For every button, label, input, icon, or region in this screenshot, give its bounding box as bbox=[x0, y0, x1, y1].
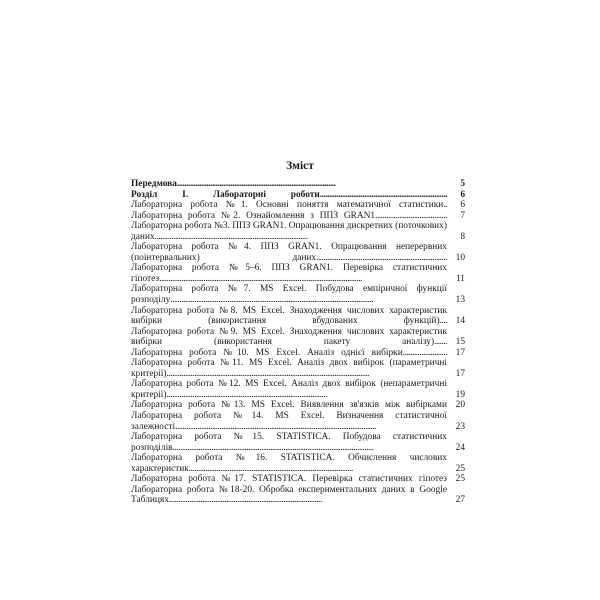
toc-entry-text bbox=[131, 474, 447, 485]
toc-entry-page: 24 bbox=[455, 442, 465, 453]
toc-entry-text bbox=[131, 411, 447, 432]
toc-entry-page: 13 bbox=[455, 295, 465, 306]
toc-entry-leader: ...................................................................................... bbox=[176, 179, 336, 189]
toc-entry-title: Лабораторна робота №17. STATISTICA. Перевірка статистичних гіпотез bbox=[131, 474, 447, 485]
toc-entry-text bbox=[131, 221, 447, 242]
toc-entry bbox=[131, 327, 465, 348]
toc-entry bbox=[131, 179, 465, 190]
toc-entry-leader: ..................................................................... bbox=[319, 189, 447, 200]
toc-entry-text bbox=[131, 263, 447, 284]
toc-entry bbox=[131, 432, 465, 453]
toc-entry-title: Лабораторна робота №2. Ознайомлення з ППЗ GRAN1 bbox=[131, 210, 376, 221]
toc-entry-title: Лабораторна робота №5–6. ППЗ GRAN1. Перевірка статистичних гіпотез bbox=[131, 263, 447, 284]
toc-entry-leader: ....................................................................................... bbox=[166, 389, 327, 400]
toc-entry bbox=[131, 284, 465, 305]
toc-entry-text bbox=[131, 200, 447, 211]
toc-entry-page: 25 bbox=[455, 474, 465, 485]
toc-entry-page: 11 bbox=[455, 273, 465, 284]
toc-entry-leader: .... bbox=[439, 316, 447, 327]
toc-entry-text bbox=[131, 379, 447, 400]
toc-entry-title: Лабораторна робота №3. ППЗ GRAN1. Опрацювання дискретних (поточкових) даних bbox=[131, 221, 447, 242]
toc-entry-text bbox=[131, 190, 447, 201]
toc-entry-title: Лабораторна робота №18-20. Обробка експериментальних даних в Google Таблицях bbox=[131, 484, 447, 506]
toc-entry-text bbox=[131, 327, 447, 348]
toc-entry-title: Лабораторна робота №15. STATISTICA. Побудова статистичних розподілів bbox=[131, 432, 447, 453]
toc-entry-leader: .. bbox=[443, 200, 447, 211]
toc-entry-title: Лабораторна робота №10. MS Excel. Аналіз однієї вибірки bbox=[131, 347, 403, 358]
toc-entry-leader: ............................................................................................................. bbox=[175, 421, 377, 432]
toc-entry-text bbox=[131, 242, 447, 263]
toc-entry-page: 17 bbox=[455, 347, 465, 358]
toc-entry-text bbox=[131, 179, 447, 190]
toc-entry-title: Лабораторна робота №7. MS Excel. Побудова емпіричної функції розподілу bbox=[131, 284, 447, 306]
toc-entry-page: 10 bbox=[455, 252, 465, 263]
toc-entry-title: Передмова bbox=[131, 179, 177, 189]
toc-entry-title: Лабораторна робота №14. MS Excel. Визначення статистичної залежності bbox=[131, 411, 447, 432]
toc-entry-page: 23 bbox=[455, 421, 465, 432]
toc-entry bbox=[131, 263, 465, 284]
toc-entry-leader: ....................................................................... bbox=[316, 252, 447, 263]
toc-entry bbox=[131, 358, 465, 379]
table-of-contents bbox=[131, 179, 465, 506]
toc-entry-text bbox=[131, 400, 447, 411]
toc-entry-text bbox=[131, 432, 447, 453]
toc-entry-text bbox=[131, 485, 447, 506]
toc-entry-leader: .............................................................................................................. bbox=[166, 368, 370, 379]
toc-entry-page: 8 bbox=[460, 231, 465, 242]
toc-entry-page: 6 bbox=[460, 200, 465, 211]
toc-entry bbox=[131, 221, 465, 242]
toc-entry-leader: .............................................................................................................. bbox=[170, 295, 374, 306]
toc-entry bbox=[131, 400, 465, 411]
toc-entry-leader: ......................................................................................... bbox=[188, 463, 353, 474]
toc-entry-title: Лабораторна робота №11. MS Excel. Аналіз двох вибірок (параметричні критерії) bbox=[131, 358, 447, 379]
toc-entry-page: 25 bbox=[455, 463, 465, 474]
toc-entry-text bbox=[131, 453, 447, 474]
toc-entry bbox=[131, 348, 465, 359]
toc-entry-title: Лабораторна робота №12. MS Excel. Аналіз двох вибірок (непараметричні критерії) bbox=[131, 379, 447, 400]
toc-entry bbox=[131, 411, 465, 432]
toc-entry bbox=[131, 474, 465, 485]
toc-entry-title: Лабораторна робота №9. MS Excel. Знаходження числових характеристик вибірки (використання пакету аналізу) bbox=[131, 326, 447, 348]
toc-entry-leader: ....................................... bbox=[375, 210, 447, 221]
toc-entry-text bbox=[131, 284, 447, 305]
toc-entry-text bbox=[131, 348, 447, 359]
toc-entry bbox=[131, 453, 465, 474]
toc-entry-page: 17 bbox=[455, 368, 465, 379]
toc-entry-page: 15 bbox=[455, 337, 465, 348]
toc-entry-leader: ........................ bbox=[402, 347, 447, 358]
toc-entry-page: 14 bbox=[455, 316, 465, 327]
toc-entry-page: 7 bbox=[460, 210, 465, 221]
toc-entry bbox=[131, 190, 465, 201]
toc-entry-text bbox=[131, 358, 447, 379]
toc-entry-text bbox=[131, 211, 447, 222]
toc-entry-title: Лабораторна робота №16. STATISTICA. Обчислення числових характеристик bbox=[131, 453, 447, 474]
toc-entry-leader: ................................................................................... bbox=[168, 495, 322, 506]
toc-entry bbox=[131, 306, 465, 327]
toc-entry-leader: ............................................................................................................. bbox=[172, 442, 374, 453]
toc-entry bbox=[131, 379, 465, 400]
toc-entry bbox=[131, 485, 465, 506]
toc-entry-page: 19 bbox=[455, 389, 465, 400]
toc-entry-title: Лабораторна робота №4. ППЗ GRAN1. Опрацювання неперервних (поінтервальних) даних bbox=[131, 242, 447, 263]
toc-entry-leader: ....... bbox=[434, 337, 447, 348]
toc-entry-page: 5 bbox=[460, 179, 465, 189]
toc-entry-title: Лабораторна робота №1. Основні поняття математичної статистики bbox=[131, 200, 444, 211]
toc-entry-title: Лабораторна робота №8. MS Excel. Знаходження числових характеристик вибірки (використання вбудованих функцій) bbox=[131, 305, 447, 327]
page-title: Зміст bbox=[286, 160, 314, 172]
toc-entry-title: Лабораторна робота №13. MS Excel. Виявлення зв'язків між вибірками bbox=[131, 400, 447, 411]
toc-entry-page: 20 bbox=[455, 400, 465, 411]
toc-entry-page: 6 bbox=[460, 189, 465, 200]
toc-entry-text bbox=[131, 306, 447, 327]
toc-entry bbox=[131, 211, 465, 222]
toc-entry bbox=[131, 242, 465, 263]
toc-entry bbox=[131, 200, 465, 211]
toc-entry-leader: ................................................................................... bbox=[154, 231, 308, 242]
toc-entry-page: 27 bbox=[455, 495, 465, 506]
toc-entry-title: Розділ І. Лабораторні роботи bbox=[131, 189, 320, 200]
toc-entry-leader: .............................................................................................................. bbox=[159, 273, 362, 284]
